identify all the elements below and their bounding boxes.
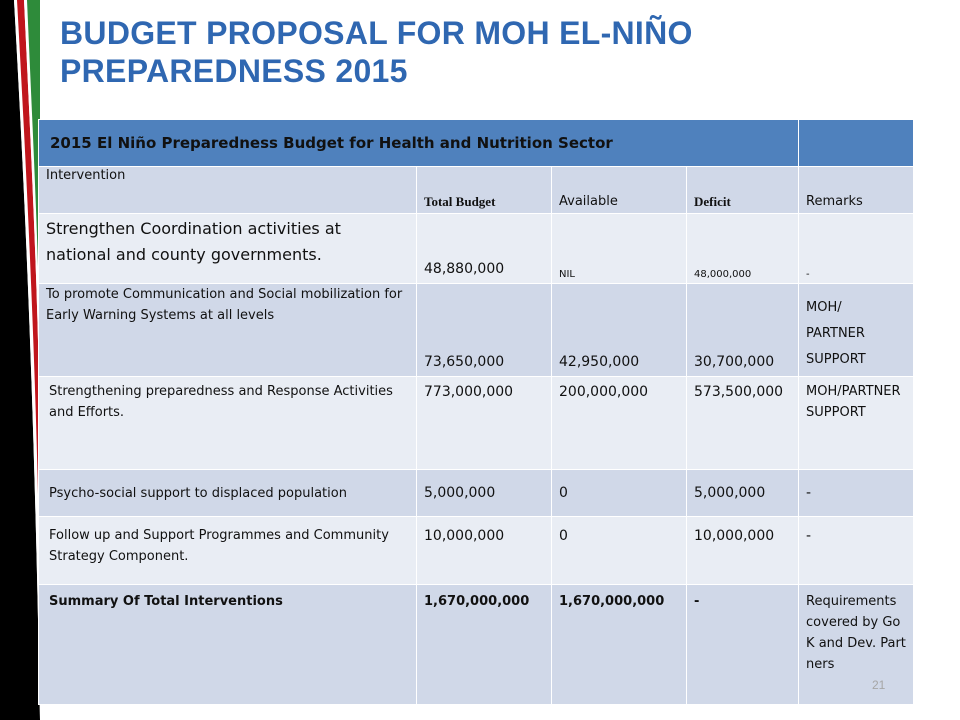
header-deficit: Deficit — [687, 167, 799, 214]
row1-intervention: Strengthen Coordination activities at national and county governments. — [39, 214, 417, 284]
row2-remarks — [799, 284, 914, 377]
row4-available: 0 — [552, 470, 687, 517]
row2-remarks-line-3: SUPPORT — [806, 352, 866, 367]
budget-table — [38, 119, 914, 705]
row5-remarks: - — [799, 517, 914, 585]
row1-available: NIL — [552, 214, 687, 284]
row5-total-budget: 10,000,000 — [417, 517, 552, 585]
row4-total-budget: 5,000,000 — [417, 470, 552, 517]
table-row — [39, 470, 914, 517]
row2-intervention: To promote Communication and Social mobilization for Early Warning Systems at all levels — [39, 284, 417, 377]
title-line-2: PREPAREDNESS 2015 — [60, 53, 408, 89]
row2-remarks-line-1: MOH/ — [806, 300, 842, 315]
summary-remarks: Requirements covered by GoK and Dev. Partners — [799, 585, 914, 705]
table-summary-row — [39, 585, 914, 705]
summary-total-budget: 1,670,000,000 — [417, 585, 552, 705]
row1-total-budget: 48,880,000 — [417, 214, 552, 284]
row4-remarks: - — [799, 470, 914, 517]
row4-intervention: Psycho-social support to displaced population — [39, 470, 417, 517]
table-row — [39, 214, 914, 284]
row3-deficit: 573,500,000 — [687, 377, 799, 470]
row5-intervention: Follow up and Support Programmes and Community Strategy Component. — [39, 517, 417, 585]
row3-total-budget: 773,000,000 — [417, 377, 552, 470]
row3-intervention: Strengthening preparedness and Response Activities and Efforts. — [39, 377, 417, 470]
row5-deficit: 10,000,000 — [687, 517, 799, 585]
table-caption-row — [39, 120, 914, 167]
row5-available: 0 — [552, 517, 687, 585]
row2-remarks-line-2: PARTNER — [806, 326, 865, 341]
row4-deficit: 5,000,000 — [687, 470, 799, 517]
row1-deficit: 48,000,000 — [687, 214, 799, 284]
summary-deficit: - — [687, 585, 799, 705]
kenya-flag-stripe — [0, 0, 40, 720]
table-row — [39, 517, 914, 585]
page-number: 21 — [872, 678, 886, 692]
header-total-budget: Total Budget — [417, 167, 552, 214]
slide-title — [60, 14, 693, 90]
table-header-row — [39, 167, 914, 214]
table-row — [39, 377, 914, 470]
summary-intervention: Summary Of Total Interventions — [39, 585, 417, 705]
table-row — [39, 284, 914, 377]
header-remarks: Remarks — [799, 167, 914, 214]
row3-remarks: MOH/PARTNER SUPPORT — [799, 377, 914, 470]
header-available: Available — [552, 167, 687, 214]
row2-total-budget: 73,650,000 — [417, 284, 552, 377]
row2-deficit: 30,700,000 — [687, 284, 799, 377]
header-intervention: Intervention — [39, 167, 417, 214]
row1-remarks: - — [799, 214, 914, 284]
summary-available: 1,670,000,000 — [552, 585, 687, 705]
title-line-1: BUDGET PROPOSAL FOR MOH EL-NIÑO — [60, 15, 693, 51]
table-caption: 2015 El Niño Preparedness Budget for Health and Nutrition Sector — [39, 120, 799, 167]
table-caption-spacer — [799, 120, 914, 167]
row3-available: 200,000,000 — [552, 377, 687, 470]
row2-available: 42,950,000 — [552, 284, 687, 377]
